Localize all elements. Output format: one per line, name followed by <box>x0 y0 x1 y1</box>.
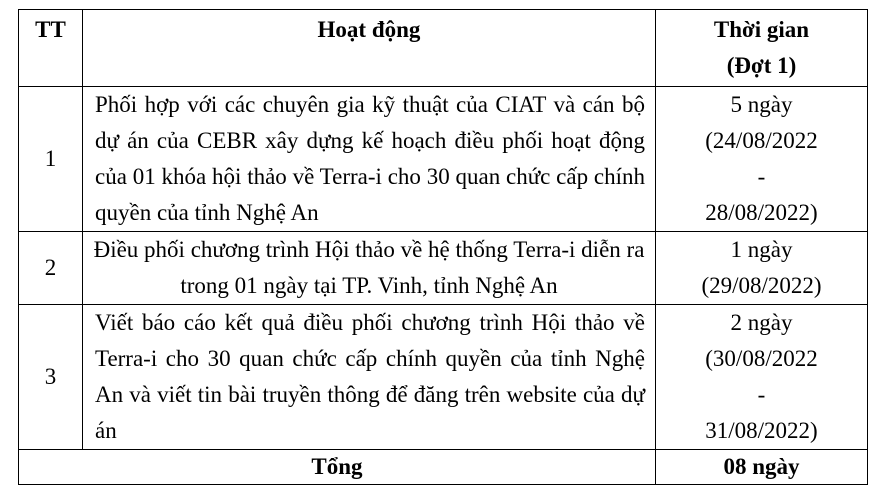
row-number: 1 <box>19 87 83 232</box>
row-number: 3 <box>19 305 83 450</box>
header-row <box>19 10 868 87</box>
time-end: 31/08/2022) <box>705 418 818 443</box>
row-time <box>656 87 868 232</box>
row-activity: Điều phối chương trình Hội thảo về hệ thống Terra-i diễn ra trong 01 ngày tại TP. Vinh, tỉnh Nghệ An <box>83 232 656 305</box>
table-row <box>19 305 868 450</box>
time-date: (29/08/2022) <box>701 273 822 298</box>
total-label: Tổng <box>19 450 656 485</box>
row-number: 2 <box>19 232 83 305</box>
table-row <box>19 232 868 305</box>
total-row <box>19 450 868 485</box>
time-start: (24/08/2022 <box>705 128 818 153</box>
row-activity: Viết báo cáo kết quả điều phối chương trình Hội thảo về Terra-i cho 30 quan chức cấp chính quyền của tỉnh Nghệ An và viết tin bài truyền thông để đăng trên website của dự án <box>83 305 656 450</box>
time-start: (30/08/2022 <box>705 346 818 371</box>
header-activity: Hoạt động <box>83 10 656 87</box>
table-row <box>19 87 868 232</box>
time-separator: - <box>757 164 766 189</box>
header-time <box>656 10 868 87</box>
row-activity: Phối hợp với các chuyên gia kỹ thuật của CIAT và cán bộ dự án của CEBR xây dựng kế hoạch điều phối hoạt động của 01 khóa hội thảo về Terra-i cho 30 quan chức cấp chính quyền của tỉnh Nghệ An <box>83 87 656 232</box>
header-time-line1: Thời gian <box>713 17 810 42</box>
total-value: 08 ngày <box>656 450 868 485</box>
header-time-line2: (Đợt 1) <box>726 53 797 78</box>
time-duration: 1 ngày <box>730 237 793 262</box>
row-time <box>656 232 868 305</box>
time-separator: - <box>757 382 766 407</box>
time-end: 28/08/2022) <box>705 200 818 225</box>
activity-table <box>18 9 868 485</box>
row-time <box>656 305 868 450</box>
time-duration: 5 ngày <box>730 92 793 117</box>
time-duration: 2 ngày <box>730 310 793 335</box>
header-tt: TT <box>19 10 83 87</box>
